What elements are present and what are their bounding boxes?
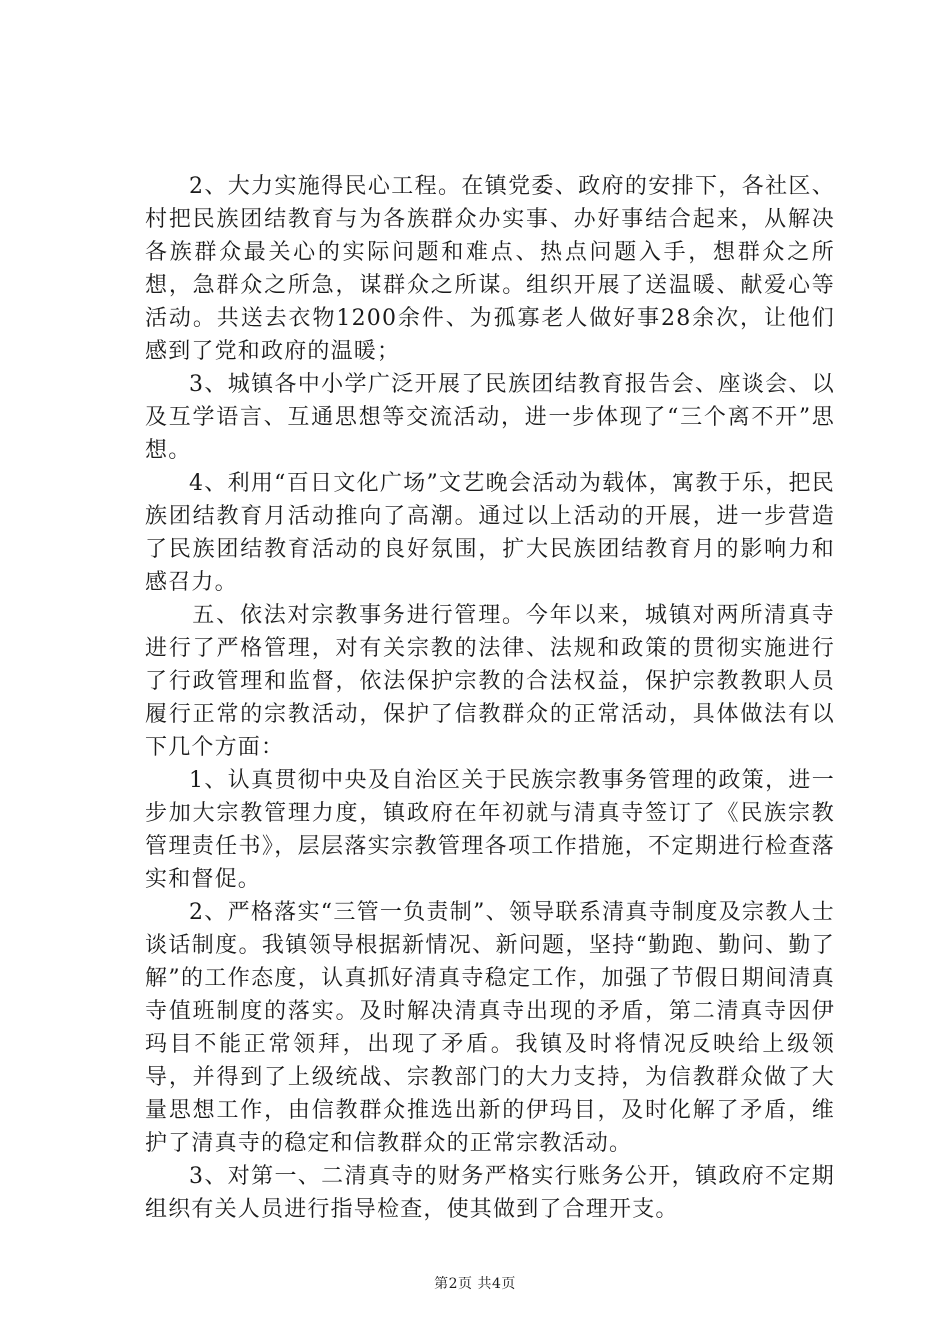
paragraph-subitem-3: 3、对第一、二清真寺的财务严格实行账务公开，镇政府不定期组织有关人员进行指导检查，使其做到了合理开支。: [145, 1164, 835, 1222]
document-body: [145, 170, 835, 1226]
paragraph-subitem-2: 2、严格落实“三管一负责制”、领导联系清真寺制度及宗教人士谈话制度。我镇领导根据新情况、新问题，坚持“勤跑、勤问、勤了解”的工作态度，认真抓好清真寺稳定工作，加强了节假日期间清真寺值班制度的落实。及时解决清真寺出现的矛盾，第二清真寺因伊玛目不能正常领拜，出现了矛盾。我镇及时将情况反映给上级领导，并得到了上级统战、宗教部门的大力支持，为信教群众做了大量思想工作，由信教群众推选出新的伊玛目，及时化解了矛盾，维护了清真寺的稳定和信教群众的正常宗教活动。: [145, 900, 835, 1156]
paragraph-subitem-1: 1、认真贯彻中央及自治区关于民族宗教事务管理的政策，进一步加大宗教管理力度，镇政府在年初就与清真寺签订了《民族宗教管理责任书》，层层落实宗教管理各项工作措施，不定期进行检查落实和督促。: [145, 768, 835, 892]
page-number-footer: 第2页 共4页: [434, 1276, 516, 1292]
paragraph-item-3: 3、城镇各中小学广泛开展了民族团结教育报告会、座谈会、以及互学语言、互通思想等交流活动，进一步体现了“三个离不开”思想。: [145, 372, 835, 463]
section-heading-paragraph: 五、依法对宗教事务进行管理。今年以来，城镇对两所清真寺进行了严格管理，对有关宗教的法律、法规和政策的贯彻实施进行了行政管理和监督，依法保护宗教的合法权益，保护宗教教职人员履行正常的宗教活动，保护了信教群众的正常活动，具体做法有以下几个方面：: [145, 603, 835, 760]
paragraph-item-2: 2、大力实施得民心工程。在镇党委、政府的安排下，各社区、村把民族团结教育与为各族群众办实事、办好事结合起来，从解决各族群众最关心的实际问题和难点、热点问题入手，想群众之所想，急群众之所急，谋群众之所谋。组织开展了送温暖、献爱心等活动。共送去衣物1200余件、为孤寡老人做好事28余次，让他们感到了党和政府的温暖；: [145, 174, 835, 364]
paragraph-item-4: 4、利用“百日文化广场”文艺晚会活动为载体，寓教于乐，把民族团结教育月活动推向了高潮。通过以上活动的开展，进一步营造了民族团结教育活动的良好氛围，扩大民族团结教育月的影响力和感召力。: [145, 471, 835, 595]
